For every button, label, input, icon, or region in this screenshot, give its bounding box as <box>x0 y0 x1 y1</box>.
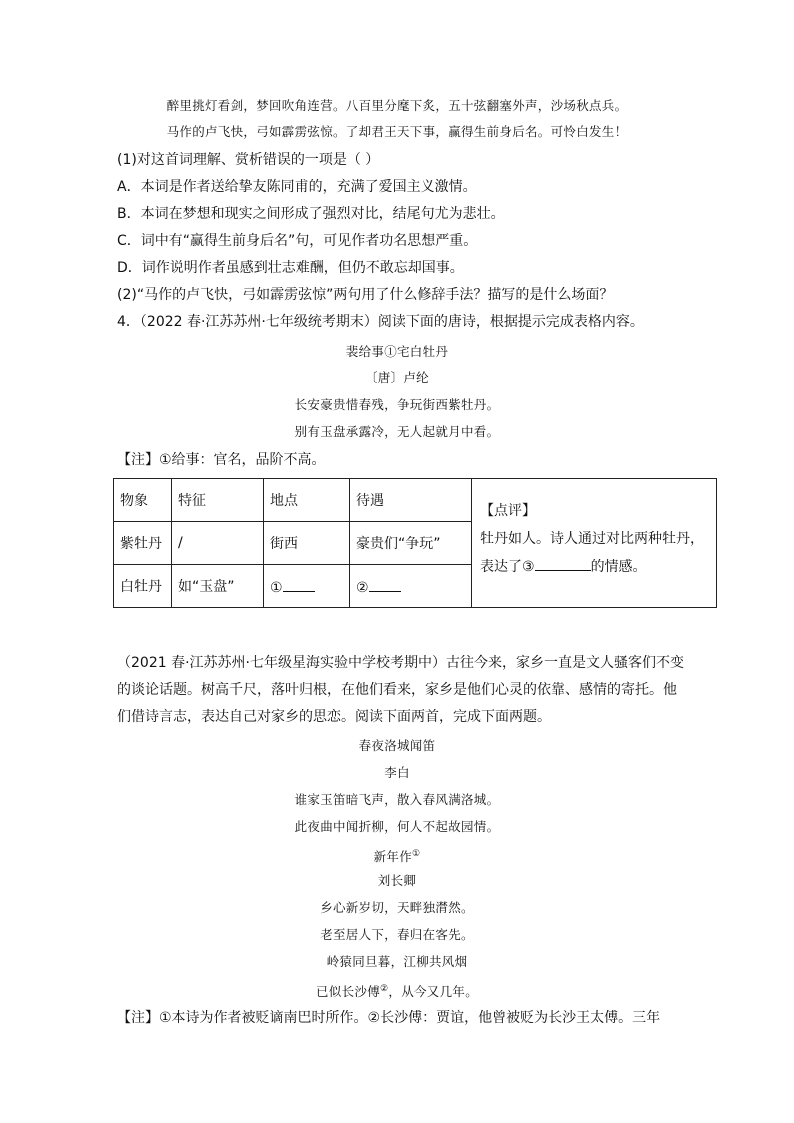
poem-text: ，从今又几年。 <box>388 984 478 1000</box>
answer-table <box>113 478 717 608</box>
question-4-stem: 4．（2022 春·江苏苏州·七年级统考期末）阅读下面的唐诗，根据提示完成表格内容。 <box>117 314 644 330</box>
question-stem: (1)对这首词理解、赏析错误的一项是（ ） <box>117 152 380 168</box>
comment-line: 牡丹如人。诗人通过对比两种牡丹， <box>480 531 704 547</box>
passage-line: 的谈论话题。树高千尺，落叶归根，在他们看来，家乡是他们心灵的依靠、感情的寄托。他 <box>117 682 677 698</box>
poem-line: 老至居人下，春归在客先。 <box>320 927 474 942</box>
poem-line: 长安豪贵惜春残，争玩街西紫牡丹。 <box>294 397 500 412</box>
poem-author: 〔唐〕卢纶 <box>364 370 429 385</box>
poem-line: 醉里挑灯看剑，梦回吹角连营。八百里分麾下炙，五十弦翻塞外声，沙场秋点兵。 <box>166 98 628 113</box>
option-d: D．词作说明作者虽感到壮志难酬，但仍不敢忘却国事。 <box>117 260 464 276</box>
table-header-cell: 待遇 <box>350 479 472 522</box>
poem-line <box>0 979 794 1002</box>
table-cell: / <box>172 522 264 565</box>
note: 【注】①给事：官名，品阶不高。 <box>117 452 326 468</box>
passage-line: 们借诗言志，表达自己对家乡的思恋。阅读下面两首，完成下面两题。 <box>117 709 551 725</box>
poem-line: 此夜曲中闻折柳，何人不起故园情。 <box>294 819 500 834</box>
comment-cell <box>472 479 717 608</box>
poem-title: 裴给事①宅白牡丹 <box>345 344 449 359</box>
poem-line: 岭猿同旦暮，江柳共风烟 <box>326 954 468 969</box>
passage-line: （2021 春·江苏苏州·七年级星海实验中学校考期中）古往今来，家乡一直是文人骚客们不变 <box>117 655 684 671</box>
table-cell: 白牡丹 <box>114 565 172 608</box>
table-header-cell: 物象 <box>114 479 172 522</box>
blank-1[interactable] <box>283 577 315 592</box>
blank-2[interactable] <box>369 577 401 592</box>
table-cell: 豪贵们“争玩” <box>350 522 472 565</box>
blank-label: ① <box>270 579 283 596</box>
poem-line: 马作的卢飞快，弓如霹雳弦惊。了却君王天下事，赢得生前身后名。可怜白发生！ <box>166 124 628 139</box>
table-cell: 街西 <box>264 522 350 565</box>
comment-text: 表达了③ <box>480 559 535 575</box>
poem-title: 春夜洛城闻笛 <box>358 738 436 753</box>
poem-line: 谁家玉笛暗飞声，散入春风满洛城。 <box>294 792 500 807</box>
poem-author: 李白 <box>384 765 410 780</box>
blank-3[interactable] <box>535 556 591 571</box>
poem-line: 别有玉盘承露冷，无人起就月中看。 <box>294 424 500 439</box>
table-header-cell: 地点 <box>264 479 350 522</box>
option-c: C．词中有“赢得生前身后名”句，可见作者功名思想严重。 <box>117 233 478 249</box>
poem-title <box>0 844 794 867</box>
poem-title-text: 新年作 <box>373 849 413 865</box>
comment-line <box>480 553 708 581</box>
poem-author: 刘长卿 <box>377 873 417 888</box>
blank-label: ② <box>356 579 369 596</box>
table-cell: 如“玉盘” <box>172 565 264 608</box>
footnote-mark: ① <box>412 849 421 859</box>
poem-text: 已似长沙傅 <box>316 984 381 1000</box>
option-b: B．本词在梦想和现实之间形成了强烈对比，结尾句尤为悲壮。 <box>117 206 505 222</box>
footnote-mark: ② <box>380 984 389 994</box>
comment-title: 【点评】 <box>480 503 536 519</box>
table-cell <box>350 565 472 608</box>
question-2: (2)“马作的卢飞快，弓如霹雳弦惊”两句用了什么修辞手法？描写的是什么场面？ <box>117 287 614 303</box>
table-header-row <box>114 479 717 522</box>
option-a: A．本词是作者送给挚友陈同甫的，充满了爱国主义激情。 <box>117 179 477 195</box>
table-header-cell: 特征 <box>172 479 264 522</box>
comment-text: 的情感。 <box>590 559 647 575</box>
table-cell <box>264 565 350 608</box>
poem-line: 乡心新岁切，天畔独潸然。 <box>320 900 474 915</box>
note: 【注】①本诗为作者被贬谪南巴时所作。②长沙傅：贾谊，他曾被贬为长沙王太傅。三年 <box>117 1010 661 1026</box>
table-cell: 紫牡丹 <box>114 522 172 565</box>
